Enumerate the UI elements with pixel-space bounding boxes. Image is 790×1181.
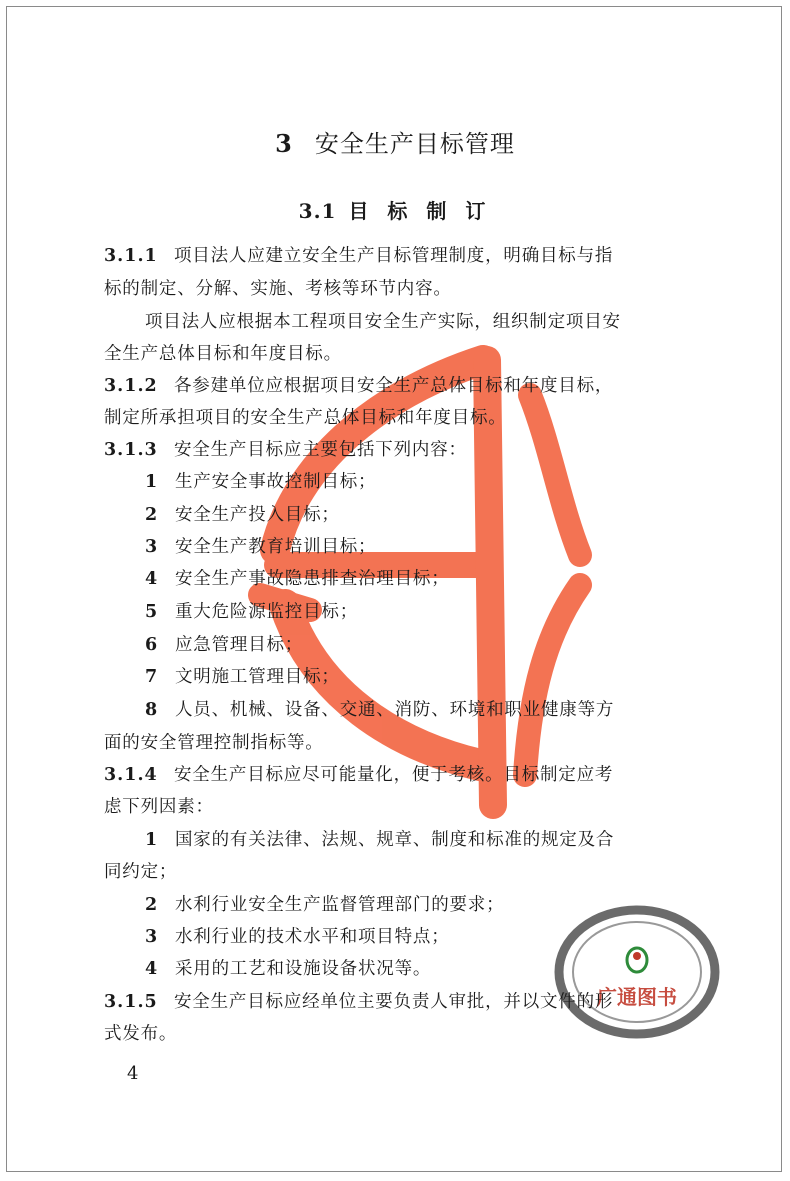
item-number: 8 [145, 700, 158, 720]
clause-number: 3.1.5 [104, 992, 158, 1012]
clause-line [104, 374, 613, 398]
section-number: 3.1 [298, 199, 337, 223]
item-text: 安全生产教育培训目标； [175, 537, 377, 557]
item-number: 5 [145, 602, 158, 622]
clause-number: 3.1.2 [104, 376, 158, 396]
text-line [104, 860, 177, 884]
clause-text: 安全生产目标应主要包括下列内容： [174, 440, 467, 460]
list-item [145, 633, 303, 657]
list-item [145, 470, 376, 494]
clause-number: 3.1.3 [104, 440, 158, 460]
list-item [145, 957, 431, 981]
item-text: 水利行业安全生产监督管理部门的要求； [175, 895, 505, 915]
list-item [145, 567, 450, 591]
text-line [104, 406, 507, 430]
clause-line [104, 438, 467, 462]
clause-text: 制定所承担项目的安全生产总体目标和年度目标。 [104, 408, 507, 428]
list-item [145, 893, 504, 917]
clause-text: 式发布。 [104, 1024, 178, 1044]
item-text: 水利行业的技术水平和项目特点； [175, 927, 450, 947]
list-item [145, 828, 614, 852]
item-number: 3 [145, 537, 158, 557]
list-item [145, 535, 376, 559]
page-number: 4 [127, 1063, 139, 1084]
clause-text: 安全生产目标应尽可能量化，便于考核。目标制定应考 [174, 765, 614, 785]
chapter-title [0, 124, 790, 159]
clause-text: 项目法人应建立安全生产目标管理制度，明确目标与指 [174, 246, 614, 266]
clause-line [104, 990, 613, 1014]
clause-text: 虑下列因素： [104, 797, 214, 817]
clause-text: 标的制定、分解、实施、考核等环节内容。 [104, 279, 452, 299]
clause-number: 3.1.4 [104, 765, 158, 785]
item-text: 文明施工管理目标； [175, 667, 340, 687]
list-item [145, 698, 614, 722]
clause-text: 各参建单位应根据项目安全生产总体目标和年度目标， [174, 376, 614, 396]
item-number: 1 [145, 472, 158, 492]
text-line [145, 310, 621, 334]
chapter-title-text: 安全生产目标管理 [314, 130, 515, 158]
chapter-number: 3 [275, 129, 293, 158]
item-number: 4 [145, 569, 158, 589]
item-number: 7 [145, 667, 158, 687]
item-text: 安全生产投入目标； [175, 505, 340, 525]
item-text: 面的安全管理控制指标等。 [104, 733, 324, 753]
list-item [145, 665, 340, 689]
clause-text: 全生产总体目标和年度目标。 [104, 344, 342, 364]
item-number: 2 [145, 895, 158, 915]
item-text: 安全生产事故隐患排查治理目标； [175, 569, 450, 589]
item-text: 国家的有关法律、法规、规章、制度和标准的规定及合 [175, 830, 615, 850]
item-number: 6 [145, 635, 158, 655]
item-text: 重大危险源监控目标； [175, 602, 358, 622]
item-text: 应急管理目标； [175, 635, 304, 655]
svg-text:广通图书: 广通图书 [597, 985, 677, 1009]
list-item [145, 600, 358, 624]
list-item [145, 503, 340, 527]
section-title-text: 目 标 制 订 [348, 199, 492, 223]
text-line [104, 1022, 177, 1046]
clause-line [104, 763, 613, 787]
text-line [104, 342, 342, 366]
clause-number: 3.1.1 [104, 246, 158, 266]
item-number: 3 [145, 927, 158, 947]
item-number: 4 [145, 959, 158, 979]
item-text: 采用的工艺和设施设备状况等。 [175, 959, 432, 979]
text-line [104, 277, 452, 301]
clause-line [104, 244, 613, 268]
clause-text: 项目法人应根据本工程项目安全生产实际，组织制定项目安 [145, 312, 621, 332]
item-number: 1 [145, 830, 158, 850]
section-title [0, 195, 790, 224]
clause-text: 安全生产目标应经单位主要负责人审批，并以文件的形 [174, 992, 614, 1012]
text-line [104, 731, 324, 755]
item-text: 人员、机械、设备、交通、消防、环境和职业健康等方 [175, 700, 615, 720]
item-text: 生产安全事故控制目标； [175, 472, 377, 492]
item-number: 2 [145, 505, 158, 525]
text-line [104, 795, 214, 819]
list-item [145, 925, 450, 949]
item-text: 同约定； [104, 862, 178, 882]
